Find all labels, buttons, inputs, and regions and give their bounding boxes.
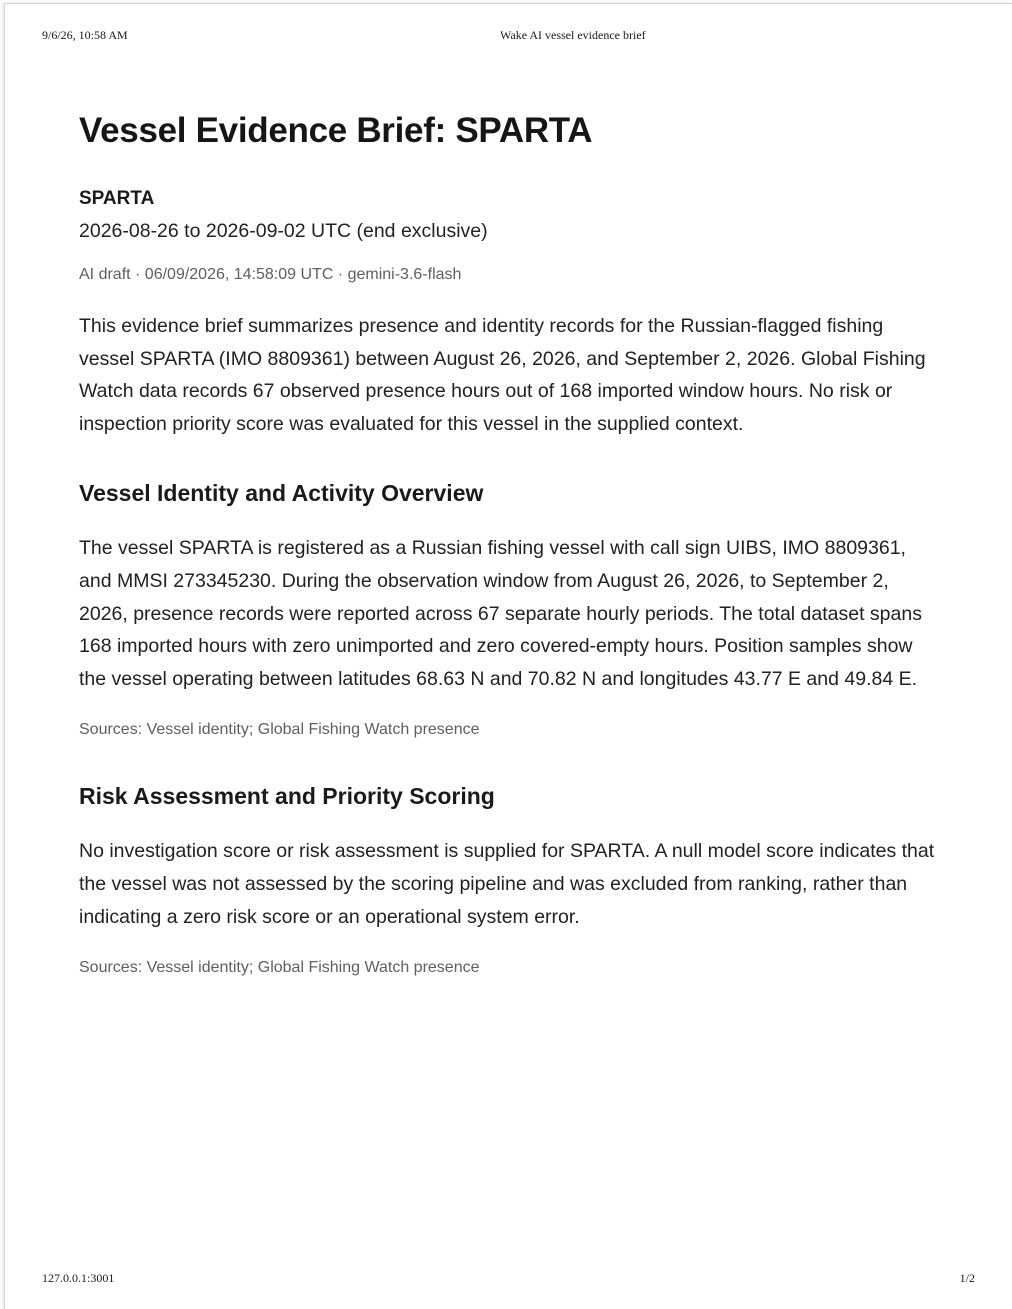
page-title: Vessel Evidence Brief: SPARTA <box>79 111 593 150</box>
draft-metadata: AI draft · 06/09/2026, 14:58:09 UTC · gemini-3.6-flash <box>79 266 462 283</box>
observation-window: 2026-08-26 to 2026-09-02 UTC (end exclusive) <box>79 220 488 242</box>
section-sources: Sources: Vessel identity; Global Fishing Watch presence <box>79 959 480 977</box>
print-header-title: Wake AI vessel evidence brief <box>500 28 646 42</box>
section-identity-activity <box>79 478 939 741</box>
print-footer-page-number: 1/2 <box>959 1271 975 1285</box>
brief-content <box>79 108 939 979</box>
section-body: No investigation score or risk assessment is supplied for SPARTA. A null model score indicates that the vessel was not assessed by the scoring pipeline and was excluded from ranking, rather than indicating a zero risk score or an operational system error. <box>79 840 935 928</box>
section-body: The vessel SPARTA is registered as a Russian fishing vessel with call sign UIBS, IMO 8809361, and MMSI 273345230. During the observation window from August 26, 2026, to September 2, 2026, presence records were reported across 67 separate hourly periods. The total dataset spans 168 imported hours with zero unimported and zero covered-empty hours. Position samples show the vessel operating between latitudes 68.63 N and 70.82 N and longitudes 43.77 E and 49.84 E. <box>79 537 922 690</box>
section-risk-assessment <box>79 781 939 979</box>
section-sources: Sources: Vessel identity; Global Fishing Watch presence <box>79 721 480 739</box>
print-footer-url: 127.0.0.1:3001 <box>42 1271 115 1285</box>
summary-paragraph: This evidence brief summarizes presence and identity records for the Russian-flagged fishing vessel SPARTA (IMO 8809361) between August 26, 2026, and September 2, 2026. Global Fishing Watch data records 67 observed presence hours out of 168 imported window hours. No risk or inspection priority score was evaluated for this vessel in the supplied context. <box>79 315 926 435</box>
section-heading: Vessel Identity and Activity Overview <box>79 480 484 507</box>
section-heading: Risk Assessment and Priority Scoring <box>79 783 495 810</box>
vessel-name: SPARTA <box>79 188 155 209</box>
print-header-datetime: 9/6/26, 10:58 AM <box>42 28 128 42</box>
